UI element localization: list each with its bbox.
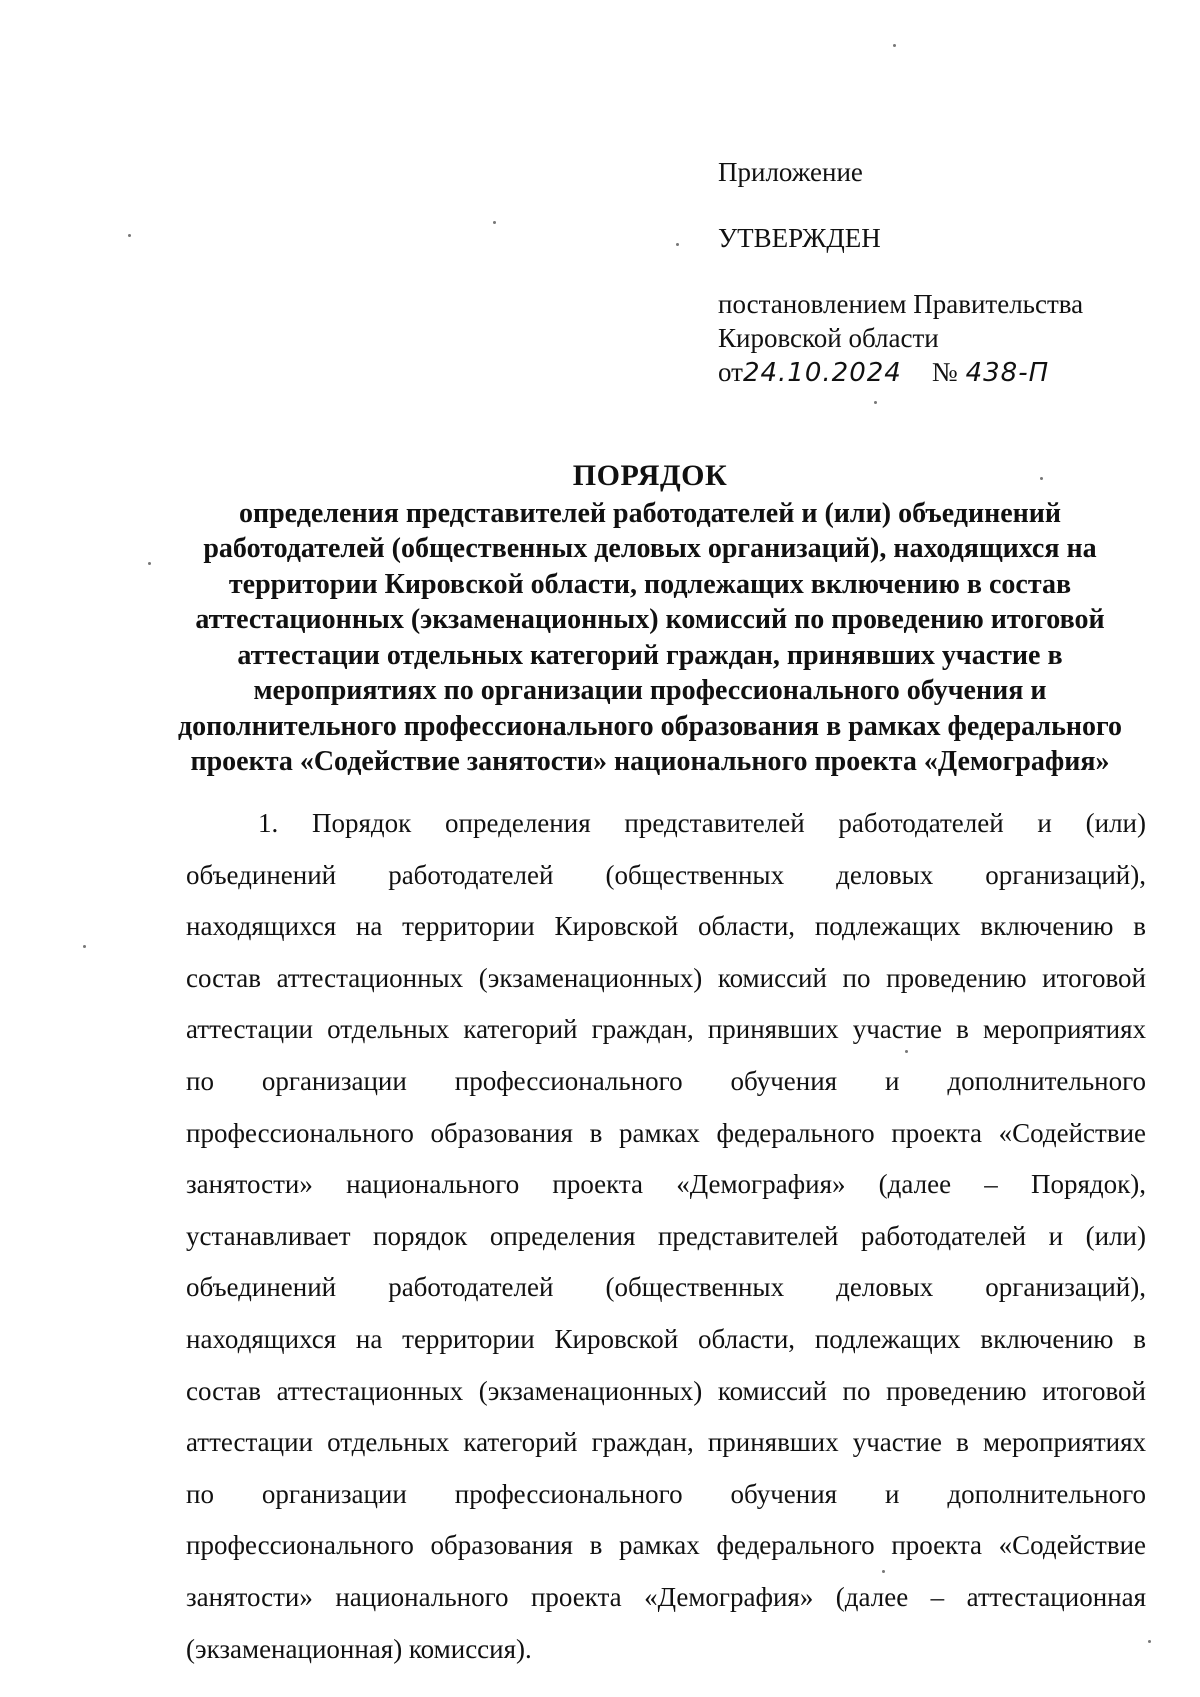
title-line: аттестационных (экзаменационных) комиссий по проведению итоговой (195, 604, 1105, 635)
appendix-label: Приложение (718, 157, 863, 187)
document-title (150, 458, 1150, 780)
title-line: мероприятиях по организации профессионального обучения и (253, 675, 1047, 706)
scan-speck (1148, 1640, 1151, 1643)
title-line: территории Кировской области, подлежащих включению в состав (228, 568, 1072, 600)
scan-speck (874, 401, 877, 404)
number-prefix: № (931, 357, 958, 387)
title-subtitle (150, 496, 1150, 780)
paragraph-line: занятости» национального проекта «Демография» (далее – Порядок), (186, 1169, 1146, 1200)
scan-speck (882, 1570, 885, 1573)
paragraph-line: 1. Порядок определения представителей работодателей и (или) (258, 808, 1146, 838)
scan-speck (676, 243, 679, 246)
approved-label: УТВЕРЖДЕН (718, 223, 881, 253)
paragraph-line: профессионального образования в рамках федерального проекта «Содействие (186, 1530, 1146, 1561)
paragraph-line: устанавливает порядок определения представителей работодателей и (или) (186, 1220, 1146, 1251)
paragraph-line: находящихся на территории Кировской области, подлежащих включению в (186, 1324, 1146, 1354)
paragraph-line: аттестации отдельных категорий граждан, принявших участие в мероприятиях (186, 1014, 1146, 1045)
date-prefix: от (718, 357, 743, 387)
title-main: ПОРЯДОК (572, 459, 728, 492)
paragraph-line: по организации профессионального обучения и дополнительного (186, 1478, 1146, 1509)
resolution-date-number (718, 356, 1049, 389)
scan-speck (905, 1050, 908, 1053)
handwritten-date: 24.10.2024 (742, 358, 902, 388)
handwritten-number: 438-П (965, 358, 1050, 388)
paragraph-line: объединений работодателей (общественных деловых организаций), (186, 859, 1146, 890)
paragraph-line: (экзаменационная) комиссия). (186, 1633, 532, 1664)
paragraph-line: по организации профессионального обучения и дополнительного (186, 1066, 1146, 1096)
paragraph-line: объединений работодателей (общественных деловых организаций), (186, 1272, 1146, 1303)
title-line: аттестации отдельных категорий граждан, принявших участие в (237, 639, 1063, 671)
title-line: работодателей (общественных деловых организаций), находящихся на (203, 533, 1097, 564)
scan-speck (493, 221, 496, 224)
scan-speck (893, 44, 896, 47)
scan-speck (83, 945, 86, 948)
paragraph-line: находящихся на территории Кировской области, подлежащих включению в (186, 911, 1146, 942)
paragraph-line: состав аттестационных (экзаменационных) комиссий по проведению итоговой (186, 1375, 1146, 1406)
paragraph-line: состав аттестационных (экзаменационных) комиссий по проведению итоговой (186, 962, 1146, 993)
paragraph-line: аттестации отдельных категорий граждан, принявших участие в мероприятиях (186, 1427, 1146, 1458)
title-line: проекта «Содействие занятости» национального проекта «Демография» (190, 746, 1110, 777)
title-line: дополнительного профессионального образования в рамках федерального (177, 710, 1123, 742)
scan-speck (128, 234, 131, 237)
scan-speck (1040, 477, 1043, 480)
paragraph-line: профессионального образования в рамках федерального проекта «Содействие (186, 1117, 1146, 1148)
scan-speck (148, 562, 151, 565)
approved-by-line-2: Кировской области (718, 323, 939, 353)
approved-by-line-1: постановлением Правительства (718, 289, 1084, 319)
paragraph-line: занятости» национального проекта «Демография» (далее – аттестационная (186, 1582, 1146, 1612)
title-line: определения представителей работодателей и (или) объединений (238, 497, 1062, 529)
